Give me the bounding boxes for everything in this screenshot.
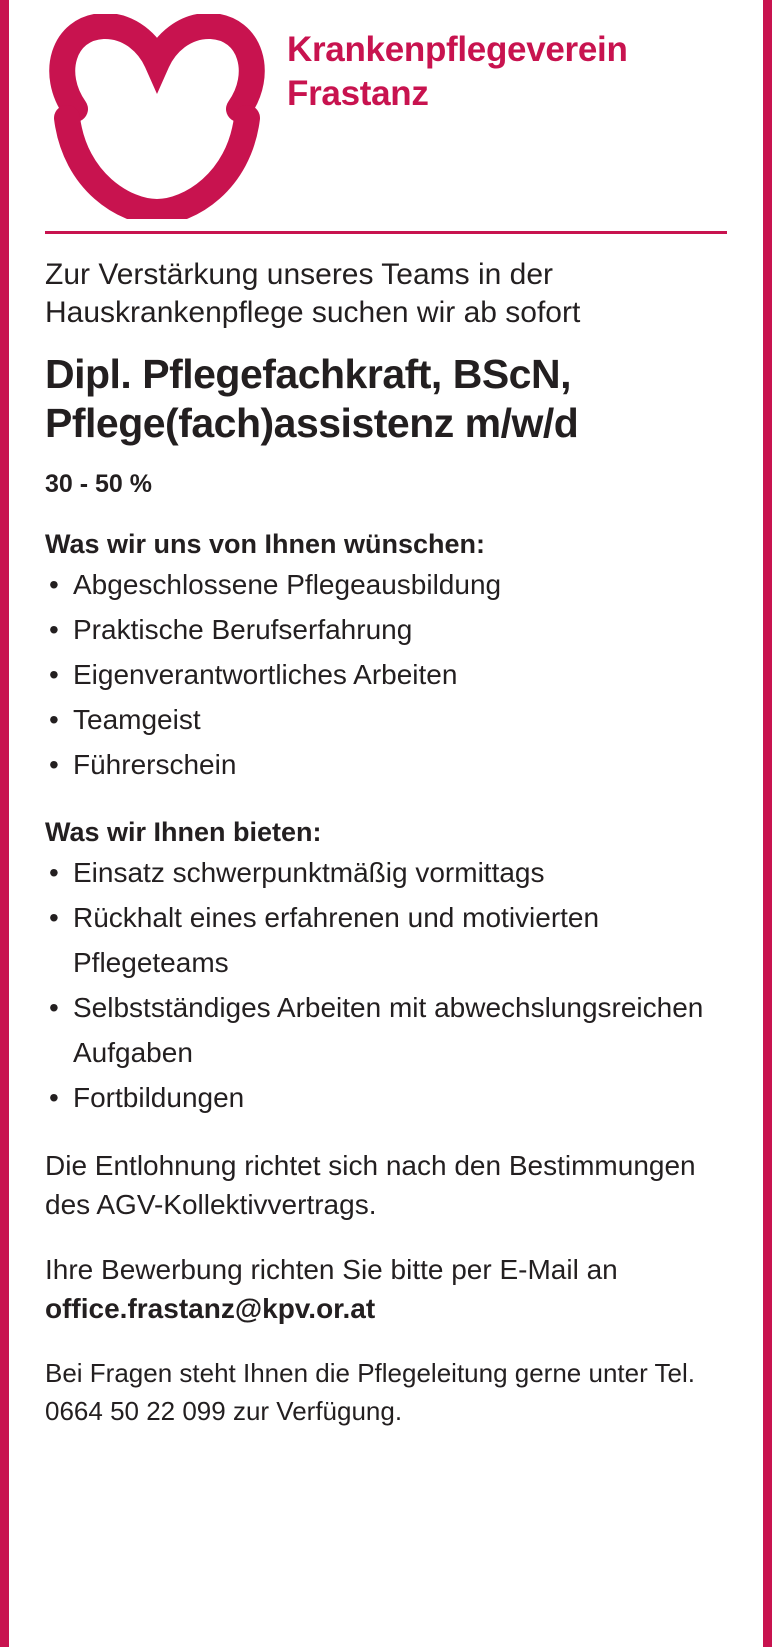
list-item: [45, 742, 727, 787]
list-item: [45, 985, 727, 1075]
list-item: [45, 652, 727, 697]
brand-line-2: Frastanz: [287, 74, 429, 113]
employment-percent: 30 - 50 %: [45, 470, 153, 498]
list-item-label: Selbstständiges Arbeiten mit abwechslungsreichen Aufgaben: [73, 992, 704, 1068]
ad-inner: [9, 0, 763, 1430]
ad-header: [45, 0, 727, 219]
application-prefix: Ihre Bewerbung richten Sie bitte per E-Mail an: [45, 1254, 618, 1285]
list-item-label: Eigenverantwortliches Arbeiten: [73, 659, 458, 690]
benefits-list: [45, 850, 727, 1120]
list-item: [45, 562, 727, 607]
job-title-line-2: Pflege(fach)assistenz m/w/d: [45, 400, 579, 446]
application-note: [45, 1250, 727, 1328]
job-title: [45, 350, 727, 448]
brand-line-1: Krankenpflegeverein: [287, 30, 628, 69]
list-item: [45, 895, 727, 985]
list-item-label: Einsatz schwerpunktmäßig vormittags: [73, 857, 545, 888]
benefits-title: Was wir Ihnen bieten:: [45, 817, 322, 847]
intro-text: Zur Verstärkung unseres Teams in der Hauskrankenpflege suchen wir ab sofort: [45, 258, 581, 329]
list-item-label: Praktische Berufserfahrung: [73, 614, 413, 645]
list-item-label: Fortbildungen: [73, 1082, 245, 1113]
heart-icon: [45, 14, 283, 219]
requirements-title: Was wir uns von Ihnen wünschen:: [45, 529, 486, 559]
header-divider: [45, 231, 727, 234]
list-item: [45, 850, 727, 895]
list-item: [45, 1075, 727, 1120]
list-item-label: Rückhalt eines erfahrenen und motivierten Pflegeteams: [73, 902, 600, 978]
requirements-list: [45, 562, 727, 787]
list-item-label: Teamgeist: [73, 704, 201, 735]
application-email[interactable]: office.frastanz@kpv.or.at: [45, 1293, 376, 1324]
list-item-label: Führerschein: [73, 749, 237, 780]
list-item-label: Abgeschlossene Pflegeausbildung: [73, 569, 502, 600]
list-item: [45, 607, 727, 652]
list-item: [45, 697, 727, 742]
job-title-line-1: Dipl. Pflegefachkraft, BScN,: [45, 351, 571, 397]
salary-note: Die Entlohnung richtet sich nach den Bestimmungen des AGV-Kollektivvertrags.: [45, 1150, 696, 1220]
brand-name: [287, 14, 628, 116]
questions-note: Bei Fragen steht Ihnen die Pflegeleitung gerne unter Tel. 0664 50 22 099 zur Verfügung.: [45, 1358, 695, 1426]
